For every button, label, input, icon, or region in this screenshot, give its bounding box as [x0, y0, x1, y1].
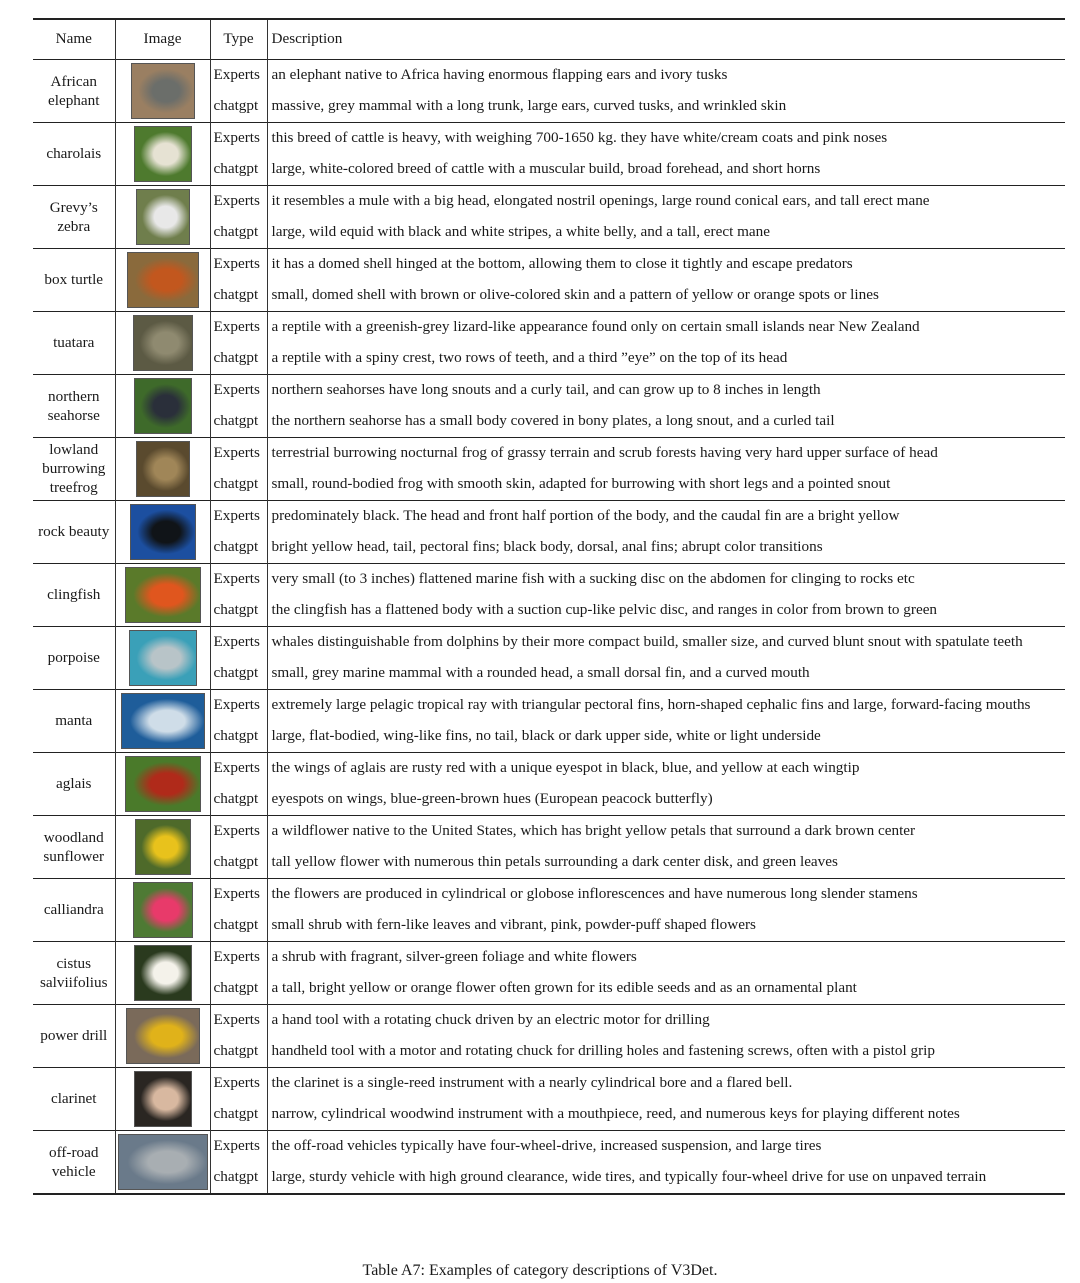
type-label-chatgpt: chatgpt — [210, 406, 267, 438]
header-description: Description — [267, 19, 1065, 59]
type-label-chatgpt: chatgpt — [210, 910, 267, 942]
experts-description: whales distinguishable from dolphins by their more compact build, smaller size, and curved blunt snout with spatulate teeth — [267, 626, 1065, 658]
table-row — [33, 59, 1065, 91]
type-label-experts: Experts — [210, 941, 267, 973]
experts-description: predominately black. The head and front half portion of the body, and the caudal fin are a bright yellow — [267, 500, 1065, 532]
category-image-cell — [115, 500, 210, 563]
type-label-experts: Experts — [210, 1130, 267, 1162]
chatgpt-description: a reptile with a spiny crest, two rows of teeth, and a third ”eye” on the top of its head — [267, 343, 1065, 375]
table-row — [33, 941, 1065, 973]
experts-description: extremely large pelagic tropical ray with triangular pectoral fins, horn-shaped cephalic fins and large, forward-facing mouths — [267, 689, 1065, 721]
chatgpt-description: the northern seahorse has a small body covered in bony plates, a long snout, and a curled tail — [267, 406, 1065, 438]
table-row — [33, 311, 1065, 343]
chatgpt-description: small shrub with fern-like leaves and vibrant, pink, powder-puff shaped flowers — [267, 910, 1065, 942]
chatgpt-description: the clingfish has a flattened body with a suction cup-like pelvic disc, and ranges in color from brown to green — [267, 595, 1065, 627]
category-image-cell — [115, 626, 210, 689]
category-image-cell — [115, 563, 210, 626]
type-label-chatgpt: chatgpt — [210, 658, 267, 690]
category-name: lowland burrowing treefrog — [42, 441, 106, 496]
table-row — [33, 122, 1065, 154]
zebra-photo — [136, 189, 190, 245]
table-row — [33, 1004, 1065, 1036]
type-label-chatgpt: chatgpt — [210, 1036, 267, 1068]
type-label-chatgpt: chatgpt — [210, 154, 267, 186]
table-row — [33, 500, 1065, 532]
type-label-chatgpt: chatgpt — [210, 469, 267, 501]
category-name: tuatara — [53, 334, 95, 351]
chatgpt-description: large, sturdy vehicle with high ground clearance, wide tires, and typically four-wheel drive for use on unpaved terrain — [267, 1162, 1065, 1194]
chatgpt-description: small, round-bodied frog with smooth skin, adapted for burrowing with short legs and a pointed snout — [267, 469, 1065, 501]
type-label-experts: Experts — [210, 1067, 267, 1099]
type-label-chatgpt: chatgpt — [210, 721, 267, 753]
category-image-cell — [115, 122, 210, 185]
category-image-cell — [115, 1004, 210, 1067]
category-name: northern seahorse — [47, 387, 100, 424]
header-name: Name — [55, 30, 92, 48]
type-label-chatgpt: chatgpt — [210, 1162, 267, 1194]
experts-description: the clarinet is a single-reed instrument with a nearly cylindrical bore and a flared bell. — [267, 1067, 1065, 1099]
category-image-cell — [115, 437, 210, 500]
type-label-experts: Experts — [210, 563, 267, 595]
category-image-cell — [115, 1067, 210, 1130]
type-label-chatgpt: chatgpt — [210, 1099, 267, 1131]
experts-description: the flowers are produced in cylindrical or globose inflorescences and have numerous long slender stamens — [267, 878, 1065, 910]
category-name: clarinet — [50, 1090, 97, 1107]
category-name: rock beauty — [38, 523, 110, 540]
type-label-experts: Experts — [210, 59, 267, 91]
table-row — [33, 1130, 1065, 1162]
category-name: woodland sunflower — [43, 828, 105, 865]
clarinet-photo — [134, 1071, 192, 1127]
type-label-experts: Experts — [210, 626, 267, 658]
category-image-cell — [115, 311, 210, 374]
seahorse-photo — [134, 378, 192, 434]
chatgpt-description: massive, grey mammal with a long trunk, large ears, curved tusks, and wrinkled skin — [267, 91, 1065, 123]
category-name: Grevy’s zebra — [49, 198, 98, 235]
elephant-photo — [131, 63, 195, 119]
type-label-chatgpt: chatgpt — [210, 217, 267, 249]
experts-description: it resembles a mule with a big head, elongated nostril openings, large round conical ears, and tall erect mane — [267, 185, 1065, 217]
type-label-experts: Experts — [210, 1004, 267, 1036]
table-row — [33, 248, 1065, 280]
lizard-photo — [133, 315, 193, 371]
chatgpt-description: large, white-colored breed of cattle with a muscular build, broad forehead, and short horns — [267, 154, 1065, 186]
chatgpt-description: bright yellow head, tail, pectoral fins; black body, dorsal, anal fins; abrupt color transitions — [267, 532, 1065, 564]
table-row — [33, 626, 1065, 658]
category-image-cell — [115, 1130, 210, 1194]
chatgpt-description: large, wild equid with black and white stripes, a white belly, and a tall, erect mane — [267, 217, 1065, 249]
vehicle-photo — [118, 1134, 208, 1190]
experts-description: terrestrial burrowing nocturnal frog of grassy terrain and scrub forests having very hard upper surface of head — [267, 437, 1065, 469]
category-name: cistus salviifolius — [40, 954, 108, 991]
category-name: porpoise — [47, 649, 100, 666]
experts-description: this breed of cattle is heavy, with weighing 700-1650 kg. they have white/cream coats and pink noses — [267, 122, 1065, 154]
type-label-experts: Experts — [210, 752, 267, 784]
butterfly-photo — [125, 756, 201, 812]
flower-photo — [134, 945, 192, 1001]
category-image-cell — [115, 752, 210, 815]
category-name: clingfish — [47, 586, 101, 603]
type-label-chatgpt: chatgpt — [210, 532, 267, 564]
experts-description: it has a domed shell hinged at the bottom, allowing them to close it tightly and escape predators — [267, 248, 1065, 280]
type-label-experts: Experts — [210, 248, 267, 280]
experts-description: a shrub with fragrant, silver-green foliage and white flowers — [267, 941, 1065, 973]
category-name: box turtle — [44, 271, 104, 288]
type-label-experts: Experts — [210, 878, 267, 910]
experts-description: the off-road vehicles typically have four-wheel-drive, increased suspension, and large tires — [267, 1130, 1065, 1162]
table-row — [33, 815, 1065, 847]
manta-photo — [121, 693, 205, 749]
drill-photo — [126, 1008, 200, 1064]
chatgpt-description: narrow, cylindrical woodwind instrument with a mouthpiece, reed, and numerous keys for playing different notes — [267, 1099, 1065, 1131]
table-row — [33, 689, 1065, 721]
experts-description: the wings of aglais are rusty red with a unique eyespot in black, blue, and yellow at each wingtip — [267, 752, 1065, 784]
type-label-experts: Experts — [210, 122, 267, 154]
category-image-cell — [115, 689, 210, 752]
chatgpt-description: eyespots on wings, blue-green-brown hues (European peacock butterfly) — [267, 784, 1065, 816]
category-name: off-road vehicle — [49, 1143, 99, 1180]
category-image-cell — [115, 374, 210, 437]
type-label-experts: Experts — [210, 185, 267, 217]
chatgpt-description: large, flat-bodied, wing-like fins, no tail, black or dark upper side, white or light underside — [267, 721, 1065, 753]
table-row — [33, 563, 1065, 595]
category-image-cell — [115, 59, 210, 122]
descriptions-table — [33, 18, 1065, 1195]
table-row — [33, 1067, 1065, 1099]
table-body — [33, 59, 1065, 1194]
sunflower-photo — [135, 819, 191, 875]
clingfish-photo — [125, 567, 201, 623]
category-image-cell — [115, 815, 210, 878]
table-row — [33, 752, 1065, 784]
type-label-chatgpt: chatgpt — [210, 973, 267, 1005]
chatgpt-description: a tall, bright yellow or orange flower often grown for its edible seeds and as an ornamental plant — [267, 973, 1065, 1005]
experts-description: a wildflower native to the United States, which has bright yellow petals that surround a dark brown center — [267, 815, 1065, 847]
type-label-chatgpt: chatgpt — [210, 847, 267, 879]
table-row — [33, 374, 1065, 406]
type-label-experts: Experts — [210, 437, 267, 469]
experts-description: an elephant native to Africa having enormous flapping ears and ivory tusks — [267, 59, 1065, 91]
type-label-experts: Experts — [210, 500, 267, 532]
table-row — [33, 437, 1065, 469]
type-label-chatgpt: chatgpt — [210, 91, 267, 123]
type-label-chatgpt: chatgpt — [210, 280, 267, 312]
turtle-photo — [127, 252, 199, 308]
experts-description: a hand tool with a rotating chuck driven by an electric motor for drilling — [267, 1004, 1065, 1036]
category-image-cell — [115, 248, 210, 311]
chatgpt-description: tall yellow flower with numerous thin petals surrounding a dark center disk, and green leaves — [267, 847, 1065, 879]
type-label-experts: Experts — [210, 374, 267, 406]
frog-photo — [136, 441, 190, 497]
type-label-chatgpt: chatgpt — [210, 343, 267, 375]
type-label-experts: Experts — [210, 815, 267, 847]
chatgpt-description: small, domed shell with brown or olive-colored skin and a pattern of yellow or orange spots or lines — [267, 280, 1065, 312]
experts-description: very small (to 3 inches) flattened marine fish with a sucking disc on the abdomen for clinging to rocks etc — [267, 563, 1065, 595]
category-name: calliandra — [43, 901, 104, 918]
chatgpt-description: handheld tool with a motor and rotating chuck for drilling holes and fastening screws, often with a pistol grip — [267, 1036, 1065, 1068]
category-image-cell — [115, 878, 210, 941]
table-header-row — [33, 19, 1065, 59]
header-type: Type — [210, 19, 267, 59]
type-label-experts: Experts — [210, 689, 267, 721]
header-image: Image — [115, 19, 210, 59]
category-name: charolais — [46, 145, 102, 162]
category-image-cell — [115, 941, 210, 1004]
category-name: manta — [55, 712, 93, 729]
type-label-chatgpt: chatgpt — [210, 595, 267, 627]
category-name: power drill — [40, 1027, 108, 1044]
type-label-experts: Experts — [210, 311, 267, 343]
flower-photo — [133, 882, 193, 938]
experts-description: northern seahorses have long snouts and a curly tail, and can grow up to 8 inches in length — [267, 374, 1065, 406]
experts-description: a reptile with a greenish-grey lizard-like appearance found only on certain small islands near New Zealand — [267, 311, 1065, 343]
category-image-cell — [115, 185, 210, 248]
fish-photo — [130, 504, 196, 560]
porpoise-photo — [129, 630, 197, 686]
table-caption: Table A7: Examples of category descriptions of V3Det. — [362, 1262, 718, 1279]
chatgpt-description: small, grey marine mammal with a rounded head, a small dorsal fin, and a curved mouth — [267, 658, 1065, 690]
type-label-chatgpt: chatgpt — [210, 784, 267, 816]
category-name: aglais — [56, 775, 92, 792]
table-row — [33, 878, 1065, 910]
cattle-photo — [134, 126, 192, 182]
category-name: African elephant — [48, 72, 100, 109]
table-row — [33, 185, 1065, 217]
